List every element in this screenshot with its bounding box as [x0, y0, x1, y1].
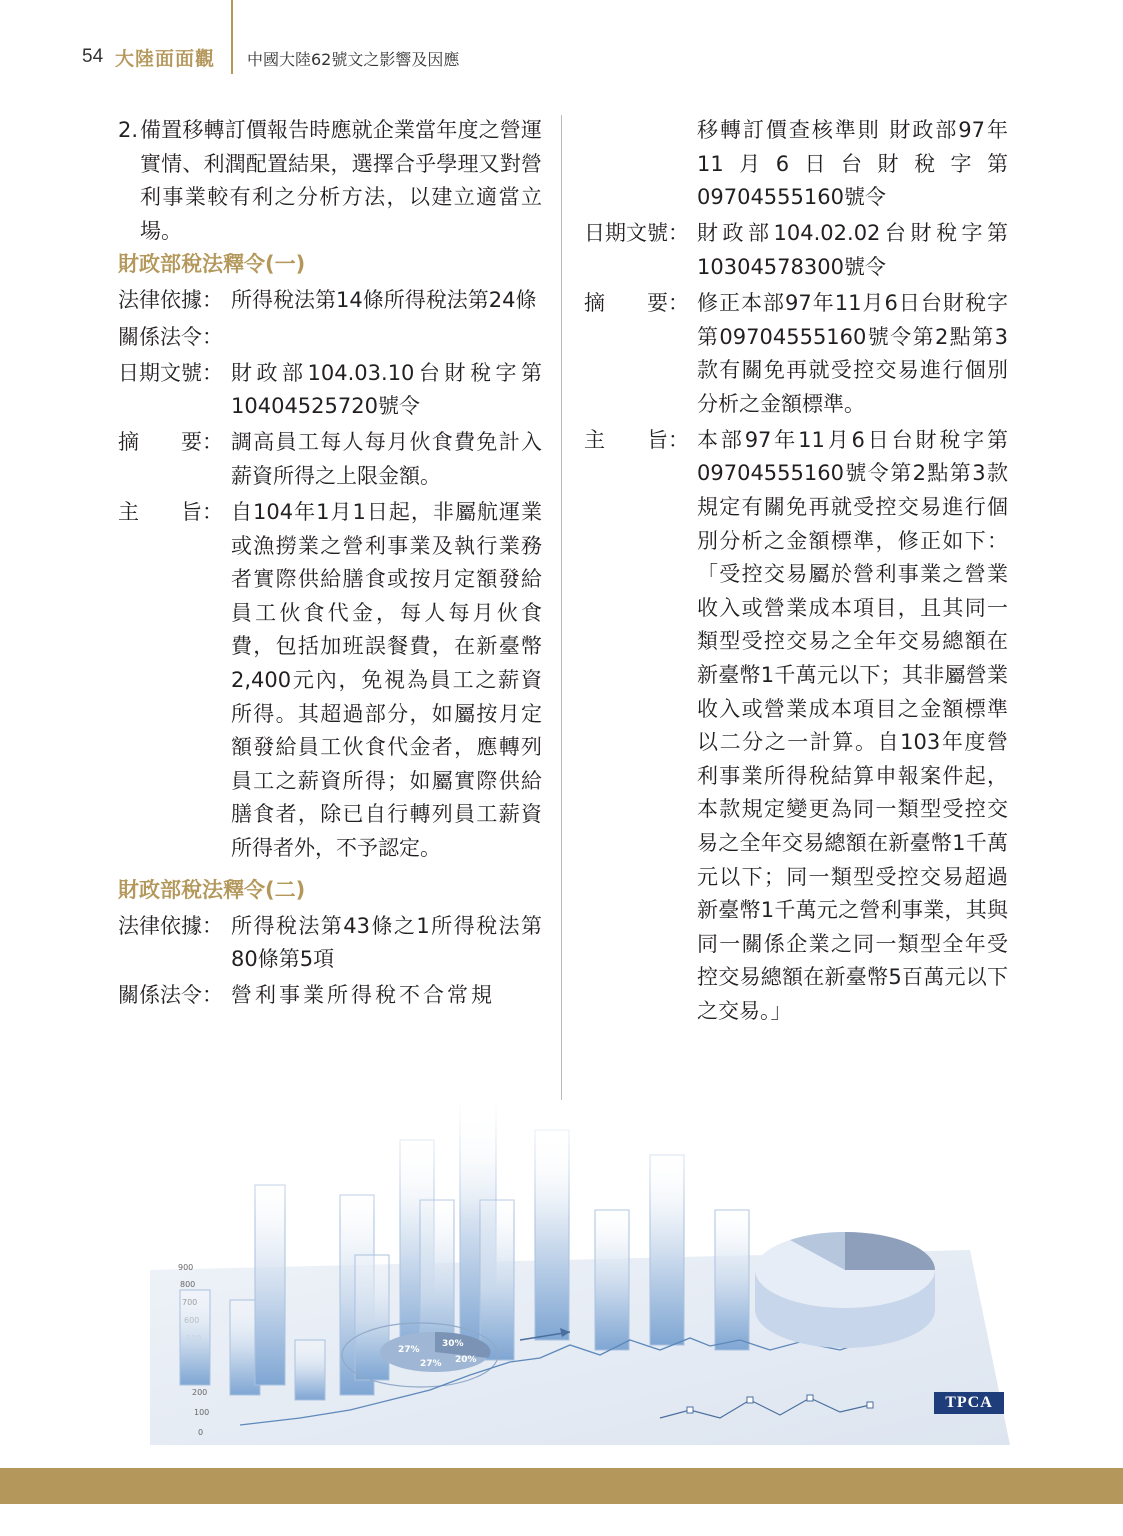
ruling-1-title: 財政部稅法釋令(一) — [118, 252, 306, 277]
field-value: 所得稅法第14條所得稅法第24條 — [231, 288, 537, 313]
field-label: 法律依據： — [118, 913, 223, 938]
field-value: 移轉訂價查核準則 財政部97年11月6日台財稅字第09704555160號令 — [697, 118, 1008, 210]
page-header — [0, 0, 1123, 80]
page-number: 54 — [82, 46, 104, 67]
left-column — [118, 114, 542, 1013]
field-label: 主 旨： — [118, 500, 223, 525]
field-label: 關係法令： — [118, 324, 223, 349]
field-label: 法律依據： — [118, 288, 223, 313]
field-value: 修正本部97年11月6日台財稅字第09704555160號令第2點第3款有關免再就受控交易進行個別分析之金額標準。 — [697, 290, 1008, 416]
field-label: 主 旨： — [584, 427, 689, 452]
field-label: 日期文號： — [118, 360, 223, 385]
ruling-2-title: 財政部稅法釋令(二) — [118, 877, 306, 902]
ruling-2-related-cont — [584, 114, 1008, 215]
header-divider — [231, 0, 233, 74]
ruling-2-summary — [584, 287, 1008, 421]
field-value: 財政部104.03.10台財稅字第10404525720號令 — [231, 360, 542, 419]
ruling-1-summary — [118, 426, 542, 493]
ruling-1-related — [118, 321, 542, 355]
field-label: 日期文號： — [584, 221, 689, 246]
field-value: 財政部104.02.02台財稅字第10304578300號令 — [697, 221, 1008, 279]
ruling-2-related — [118, 979, 542, 1013]
pie-label: 27% — [420, 1359, 442, 1369]
field-value: 自104年1月1日起，非屬航運業或漁撈業之營利事業及執行業務者實際供給膳食或按月定額發給員工伙食代金，每人每月伙食費，包括加班誤餐費，在新臺幣2,400元內，免視為員工之薪資所得。其超過部分，如屬按月定額發給員工伙食代金者，應轉列員工之薪資所得；如屬實際供給膳食者，除已自行轉列員工薪資所得者外，不予認定。 — [231, 500, 542, 860]
right-column — [584, 114, 1008, 1029]
field-label-spacer — [584, 114, 697, 215]
field-label: 摘 要： — [584, 290, 689, 315]
tpca-logo: TPCA — [934, 1392, 1004, 1414]
field-value: 營利事業所得稅不合常規 — [231, 983, 495, 1008]
ruling-1-date — [118, 357, 542, 424]
field-value: 調高員工每人每月伙食費免計入薪資所得之上限金額。 — [231, 430, 542, 488]
pie-label: 30% — [442, 1339, 464, 1349]
section-title: 大陸面面觀 — [115, 48, 216, 70]
list-item-2 — [118, 114, 542, 248]
field-label: 摘 要： — [118, 430, 223, 455]
ruling-2-legal-basis — [118, 910, 542, 977]
list-number: 2. — [118, 118, 139, 142]
ruling-2-date — [584, 217, 1008, 284]
ruling-1-gist — [118, 496, 542, 866]
ruling-2-gist — [584, 424, 1008, 1029]
footer-band — [0, 1468, 1123, 1504]
field-label: 關係法令： — [118, 983, 223, 1008]
list-text: 備置移轉訂價報告時應就企業當年度之營運實情、利潤配置結果，選擇合乎學理又對營利事業較有利之分析方法，以建立適當立場。 — [140, 118, 542, 243]
field-value — [231, 321, 542, 355]
article-title: 中國大陸62號文之影響及因應 — [247, 50, 460, 69]
pie-label: 20% — [455, 1355, 477, 1365]
ruling-1-legal-basis — [118, 284, 542, 318]
pie-label: 27% — [398, 1345, 420, 1355]
field-value: 所得稅法第43條之1所得稅法第80條第5項 — [231, 913, 542, 972]
field-value: 本部97年11月6日台財稅字第09704555160號令第2點第3款規定有關免再就受控交易進行個別分析之金額標準，修正如下：「受控交易屬於營利事業之營業收入或營業成本項目，且其同一類型受控交易之全年交易總額在新臺幣1千萬元以下；其非屬營業收入或營業成本項目之金額標準以二分之一計算。自103年度營利事業所得稅結算申報案件起，本款規定變更為同一類型受控交易之全年交易總額在新臺幣1千萬元以下；同一類型受控交易超過新臺幣1千萬元之營利事業，其與同一關係企業之同一類型全年受控交易總額在新臺幣5百萬元以下之交易。」 — [697, 427, 1008, 1023]
column-divider — [561, 115, 562, 1100]
chart-illustration — [150, 1100, 1010, 1445]
